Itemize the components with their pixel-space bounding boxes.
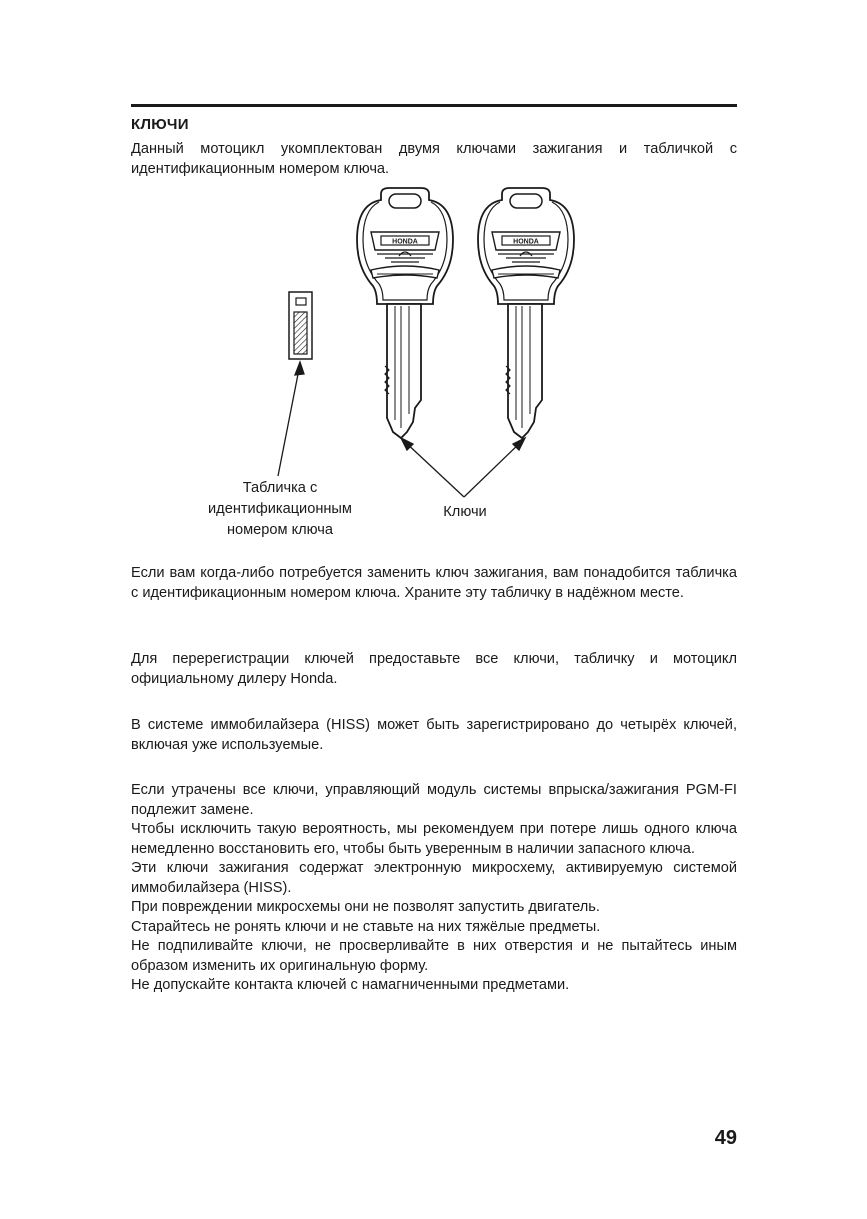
keys-figure: HONDA <box>0 0 867 560</box>
caption-keys: Ключи <box>443 504 487 520</box>
caption-key-tag <box>190 478 370 541</box>
key-left <box>357 188 453 438</box>
paragraph-hiss-limit: В системе иммобилайзера (HISS) может быть зарегистрировано до четырёх ключей, включая уже используемые. <box>131 717 737 753</box>
note-line: Старайтесь не ронять ключи и не ставьте на них тяжёлые предметы. <box>131 918 601 935</box>
note-line: Не подпиливайте ключи, не просверливайте в них отверстия и не пытайтесь иным образом изменить их оригинальную форму. <box>131 938 737 974</box>
note-line: Чтобы исключить такую вероятность, мы рекомендуем при потере лишь одного ключа немедленно восстановить его, чтобы быть уверенным в наличии запасного ключа. <box>131 821 737 857</box>
intro-paragraph: Данный мотоцикл укомплектован двумя ключами зажигания и табличкой с идентификационным номером ключа. <box>131 141 737 177</box>
page-number: 49 <box>714 1127 737 1149</box>
key-right <box>478 188 574 438</box>
caption-key-tag-line: Табличка с <box>242 480 318 496</box>
section-heading: КЛЮЧИ <box>131 116 189 133</box>
key-id-tag <box>289 292 312 359</box>
caption-key-tag-line: номером ключа <box>226 522 334 538</box>
paragraph-reregistration: Для перерегистрации ключей предоставьте все ключи, табличку и мотоцикл официальному дилеру Honda. <box>131 651 737 687</box>
note-line: При повреждении микросхемы они не позволят запустить двигатель. <box>131 899 600 915</box>
caption-key-tag-line: идентификационным <box>208 501 352 517</box>
notes-block <box>131 781 737 996</box>
note-line: Эти ключи зажигания содержат электронную микросхему, активируемую системой иммобилайзера (HISS). <box>131 860 737 896</box>
paragraph-replace-key: Если вам когда-либо потребуется заменить ключ зажигания, вам понадобится табличка с идентификационным номером ключа. Храните эту табличку в надёжном месте. <box>131 565 737 601</box>
note-line: Не допускайте контакта ключей с намагниченными предметами. <box>131 977 570 993</box>
note-line: Если утрачены все ключи, управляющий модуль системы впрыска/зажигания PGM-FI подлежит замене. <box>131 782 737 818</box>
